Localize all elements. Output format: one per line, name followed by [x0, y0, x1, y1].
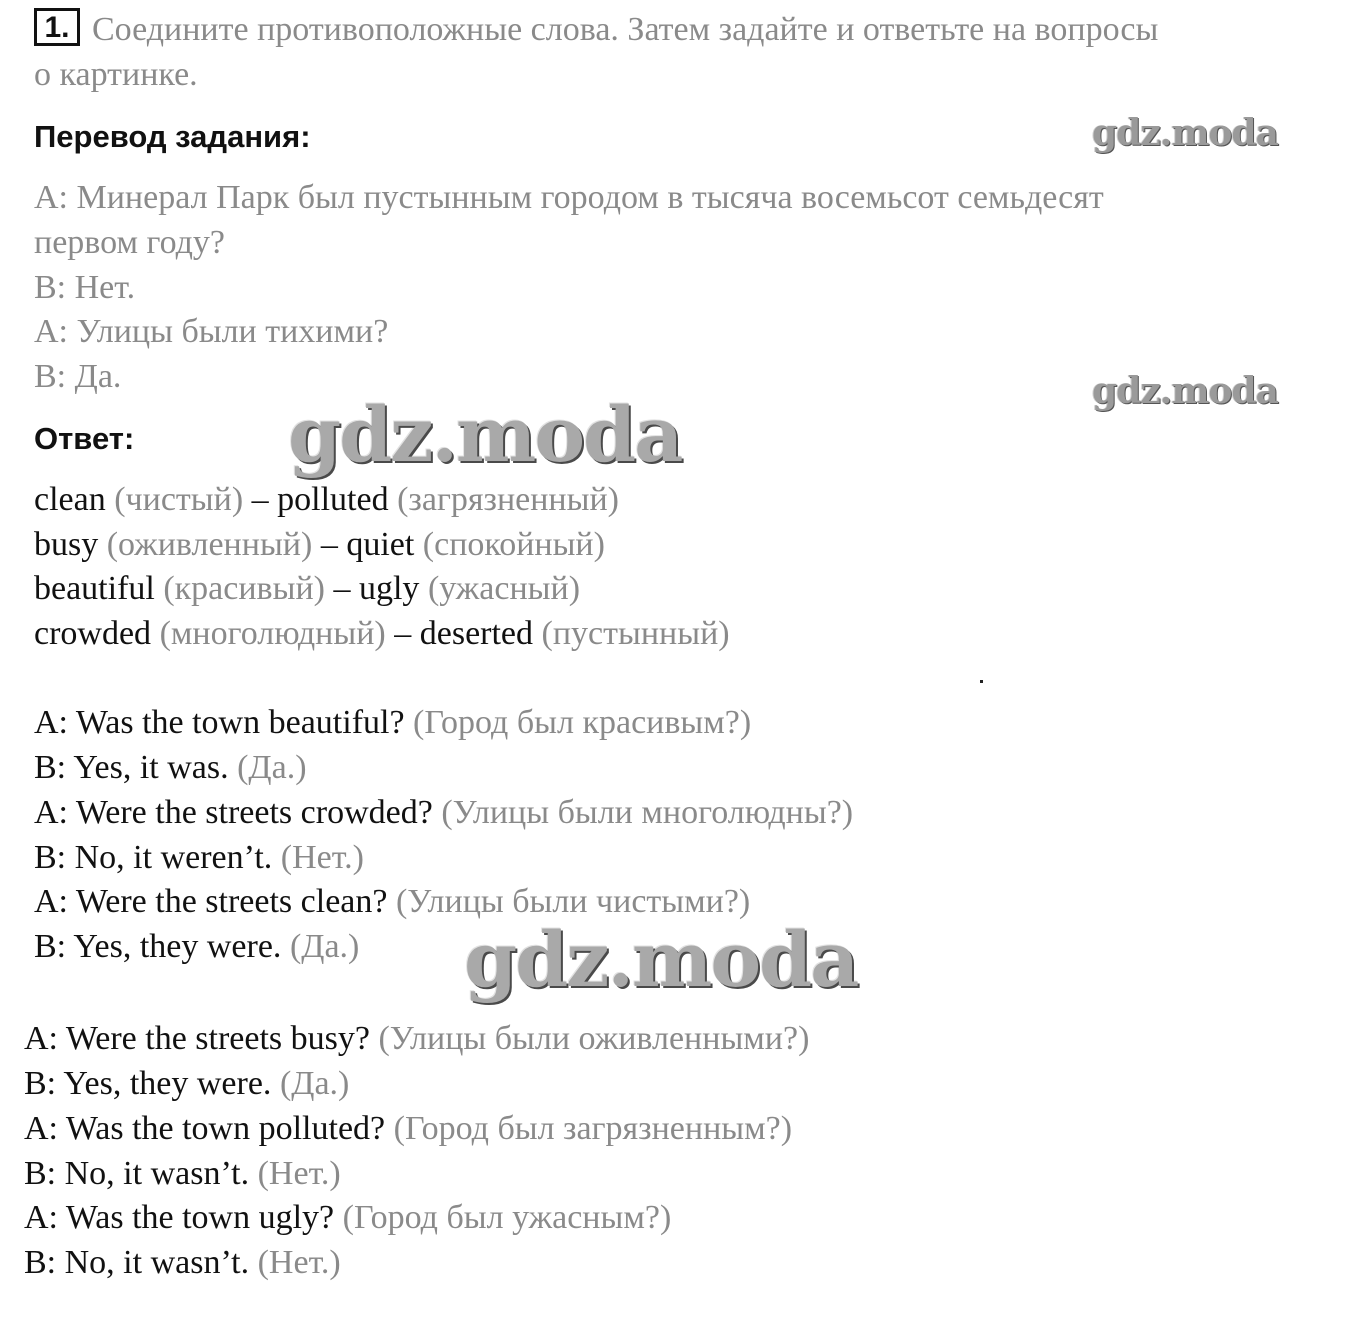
- word-en: quiet: [346, 526, 415, 563]
- word-pair: [34, 567, 580, 611]
- dialogue-line: [24, 1017, 809, 1061]
- task-instruction-line-2: о картинке.: [34, 56, 198, 93]
- dialogue-en: B: No, it weren’t.: [34, 839, 273, 876]
- dialogue-line: [34, 746, 307, 790]
- dialogue-line: [34, 836, 364, 880]
- word-en: beautiful: [34, 570, 155, 607]
- dialogue-en: A: Were the streets busy?: [24, 1020, 370, 1057]
- dialogue-en: A: Was the town beautiful?: [34, 704, 405, 741]
- dialogue-line: [24, 1241, 341, 1285]
- watermark-big: gdz.moda: [464, 915, 858, 1004]
- dialogue-en: B: Yes, they were.: [24, 1065, 272, 1102]
- word-pair: [34, 612, 730, 656]
- translation-line: А: Минерал Парк был пустынным городом в тысяча восемьсот семьдесят: [34, 179, 1104, 216]
- dialogue-ru: (Нет.): [280, 839, 364, 876]
- pair-dash: –: [320, 526, 338, 563]
- word-ru: (многолюдный): [159, 615, 386, 652]
- word-ru: (оживленный): [106, 526, 313, 563]
- dialogue-en: B: No, it wasn’t.: [24, 1244, 250, 1281]
- word-en: deserted: [419, 615, 534, 652]
- watermark-big: gdz.moda: [288, 390, 682, 479]
- scan-speck: [980, 680, 983, 683]
- word-en: polluted: [277, 481, 389, 518]
- dialogue-line: [34, 791, 853, 835]
- dialogue-ru: (Нет.): [257, 1155, 341, 1192]
- word-ru: (спокойный): [422, 526, 605, 563]
- dialogue-ru: (Нет.): [257, 1244, 341, 1281]
- dialogue-line: [24, 1107, 792, 1151]
- translation-line: В: Нет.: [34, 269, 136, 306]
- answer-heading: Ответ:: [34, 421, 135, 456]
- translation-line: первом году?: [34, 224, 225, 261]
- task-instruction-line-1: Соедините противоположные слова. Затем задайте и ответьте на вопросы: [92, 11, 1159, 48]
- task-number: 1.: [34, 8, 80, 46]
- word-pair: [34, 478, 619, 522]
- dialogue-en: A: Was the town polluted?: [24, 1110, 386, 1147]
- word-en: busy: [34, 526, 99, 563]
- dialogue-ru: (Улицы были чистыми?): [395, 883, 751, 920]
- dialogue-line: [24, 1196, 671, 1240]
- pair-dash: –: [251, 481, 269, 518]
- word-ru: (пустынный): [541, 615, 730, 652]
- word-ru: (чистый): [114, 481, 244, 518]
- dialogue-ru: (Да.): [237, 749, 307, 786]
- word-en: clean: [34, 481, 106, 518]
- dialogue-ru: (Да.): [279, 1065, 350, 1102]
- dialogue-en: B: Yes, it was.: [34, 749, 229, 786]
- dialogue-ru: (Улицы были многолюдны?): [441, 794, 854, 831]
- word-pair: [34, 523, 605, 567]
- dialogue-line: [34, 701, 751, 745]
- dialogue-en: A: Were the streets clean?: [34, 883, 388, 920]
- watermark-small: gdz.moda: [1092, 370, 1278, 412]
- watermark-small: gdz.moda: [1092, 112, 1278, 154]
- word-en: ugly: [358, 570, 420, 607]
- dialogue-ru: (Да.): [289, 928, 360, 965]
- translation-line: А: Улицы были тихими?: [34, 313, 389, 350]
- dialogue-ru: (Город был красивым?): [413, 704, 752, 741]
- word-ru: (ужасный): [427, 570, 581, 607]
- dialogue-line: [24, 1152, 341, 1196]
- translation-heading: Перевод задания:: [34, 119, 311, 154]
- dialogue-en: B: No, it wasn’t.: [24, 1155, 250, 1192]
- dialogue-en: A: Were the streets crowded?: [34, 794, 433, 831]
- dialogue-ru: (Улицы были оживленными?): [378, 1020, 810, 1057]
- translation-line: В: Да.: [34, 358, 122, 395]
- pair-dash: –: [333, 570, 351, 607]
- word-ru: (загрязненный): [397, 481, 619, 518]
- dialogue-line: [34, 925, 359, 969]
- dialogue-en: B: Yes, they were.: [34, 928, 282, 965]
- dialogue-ru: (Город был ужасным?): [342, 1199, 672, 1236]
- word-en: crowded: [34, 615, 152, 652]
- dialogue-en: A: Was the town ugly?: [24, 1199, 335, 1236]
- dialogue-line: [24, 1062, 349, 1106]
- word-ru: (красивый): [163, 570, 325, 607]
- dialogue-ru: (Город был загрязненным?): [393, 1110, 793, 1147]
- pair-dash: –: [394, 615, 412, 652]
